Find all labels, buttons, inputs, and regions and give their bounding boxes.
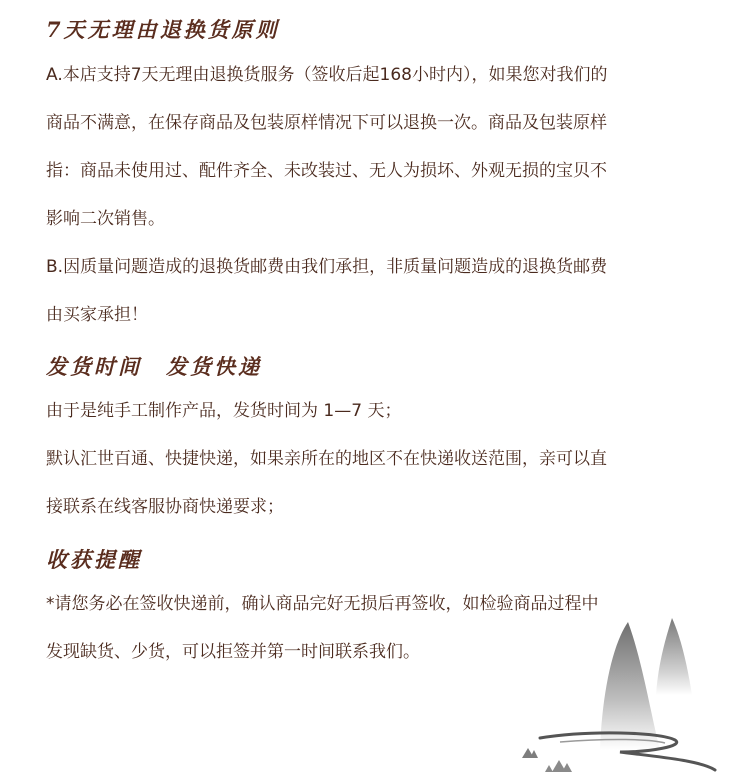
return-policy-line: 指：商品未使用过、配件齐全、未改装过、无人为损坏、外观无损的宝贝不 [46,161,607,181]
shipping-text [46,387,716,531]
return-policy-line: 由买家承担！ [46,305,148,325]
shipping-title: 发货时间 发货快递 [46,354,262,379]
return-policy-title: 7天无理由退换货原则 [46,17,280,42]
shipping-line: 默认汇世百通、快捷快递，如果亲所在的地区不在快递收送范围，亲可以直 [46,449,607,469]
receipt-line: *请您务必在签收快递前，确认商品完好无损后再签收，如检验商品过程中 [46,594,599,614]
shell-icon [545,760,572,772]
return-policy-line: 影响二次销售。 [46,209,165,229]
receipt-line: 发现缺货、少货，可以拒签并第一时间联系我们。 [46,642,420,662]
return-policy-line: B.因质量问题造成的退换货邮费由我们承担，非质量问题造成的退换货邮费 [46,257,608,277]
return-policy-text [46,51,716,339]
shipping-line: 由于是纯手工制作产品，发货时间为 1—7 天； [46,401,402,421]
return-policy-line: 商品不满意，在保存商品及包装原样情况下可以退换一次。商品及包装原样 [46,113,607,133]
return-policy-line: A.本店支持7天无理由退换货服务（签收后起168小时内），如果您对我们的 [46,65,608,85]
mountain-peak-small [656,618,692,695]
ink-mountain-decoration [500,600,750,780]
receipt-reminder-title: 收获提醒 [46,547,142,572]
shell-icon [522,748,538,758]
shipping-line: 接联系在线客服协商快递要求； [46,497,284,517]
mountain-peak-large [600,622,660,750]
